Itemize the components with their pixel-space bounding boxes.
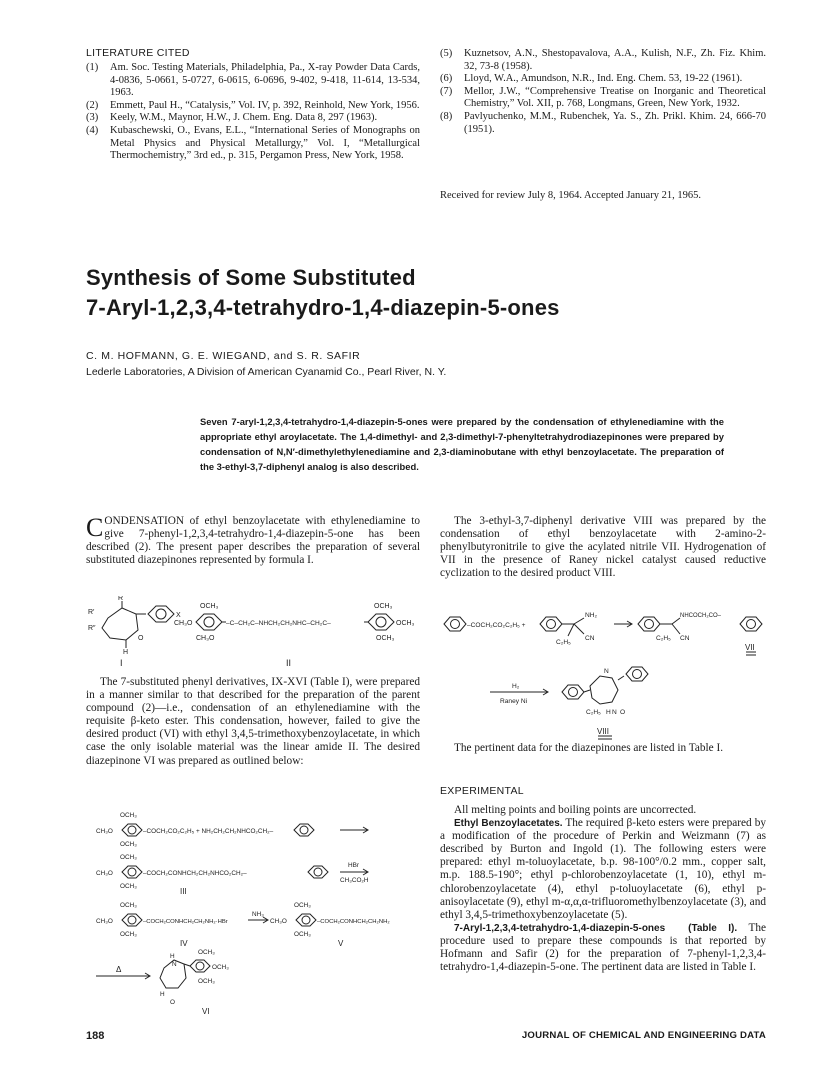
- label-V: V: [338, 939, 344, 948]
- och3-V-top: OCH₃: [294, 902, 311, 909]
- reference-number: (1): [86, 62, 99, 73]
- right-references: [440, 48, 766, 136]
- nh3-reagent: NH₃: [252, 911, 264, 918]
- reference-number: (5): [440, 48, 453, 59]
- delta-symbol: Δ: [116, 965, 122, 974]
- raney-ni-reagent: Raney Ni: [500, 698, 528, 705]
- scheme-row3a-text: –COCH₂CONHCH₂CH₂NH₂·HBr: [143, 919, 228, 925]
- reference-entry: [440, 86, 766, 111]
- formula-I-X: X: [176, 612, 181, 619]
- och3-VI-top: OCH₃: [198, 949, 215, 956]
- c2h5-label: C₂H₅: [556, 639, 571, 646]
- VI-H-bottom: H: [160, 991, 165, 998]
- intro-text: ONDENSATION of ethyl benzoylacetate with ethylenediamine to give 7-phenyl-1,2,3,4-tetrahydro-1,4-diazepin-5-one has been described (2). The present paper describes the preparation of several substituted diazepinones represented by formula I.: [86, 515, 420, 567]
- reference-number: (7): [440, 85, 453, 97]
- formula-I-R-dprime: R″: [88, 625, 96, 632]
- reference-number: (8): [440, 110, 453, 122]
- reference-text: Kubaschewski, O., Evans, E.L., “International Series of Monographs on Metal Physics and Physical Metallurgy,” Vol. I, “Metallurgical Thermochemistry,” 3rd ed., p. 315, Pergamon Press, New York, 1958.: [110, 124, 420, 162]
- diazepinone-ring-VIII: [590, 676, 618, 704]
- formula-II-och3-top-left: OCH₃: [200, 603, 219, 610]
- reference-number: (4): [86, 124, 99, 136]
- formula-I-R: R: [118, 596, 124, 602]
- reference-entry: [440, 48, 766, 73]
- reference-text: Keely, W.M., Maynor, H.W., J. Chem. Eng. Data 8, 297 (1963).: [110, 112, 378, 124]
- ch3o-row1: CH₃O: [96, 828, 113, 835]
- och3-row1-top: OCH₃: [120, 812, 137, 819]
- received-note: Received for review July 8, 1964. Accepted January 21, 1965.: [440, 190, 701, 201]
- VIII-c2h5: C₂H₅: [586, 709, 601, 716]
- experimental-section: [440, 804, 766, 974]
- VIII-O: O: [620, 709, 626, 716]
- och3-row3-bottom: OCH₃: [120, 931, 137, 938]
- VIII-N-top: N: [604, 668, 609, 675]
- scheme-row3b-text: –COCH₂CONHCH₂CH₂NH₂: [317, 919, 390, 925]
- scheme-row1-text: –COCH₂CO₂C₂H₅ + NH₂CH₂CH₂NHCO₂CH₂–: [143, 828, 274, 835]
- diazepinone-ring: [102, 608, 138, 640]
- VII-cn: CN: [680, 635, 690, 642]
- reference-entry: [86, 125, 420, 163]
- och3-row1-bottom: OCH₃: [120, 841, 137, 848]
- formula-I-label: I: [120, 658, 123, 668]
- abstract: Seven 7-aryl-1,2,3,4-tetrahydro-1,4-diazepin-5-ones were prepared by the condensation of ethylenediamine with the appropriate ethyl aroylacetate. The 1,4-dimethyl- and 2,3-dimethyl-7-phenyltetrahydrodiazepinones were prepared by condensation of N,N′-dimethylethylenediamine and 2,3-diaminobutane with ethyl benzoylacetate. The preparation of the 3-ethyl-3,7-diphenyl analog is also described.: [200, 416, 724, 472]
- ch3o-row3: CH₃O: [96, 918, 113, 925]
- article-title-line2: 7-Aryl-1,2,3,4-tetrahydro-1,4-diazepin-5-ones: [86, 295, 560, 320]
- h2-reagent: H₂: [512, 683, 520, 690]
- trimethoxyphenyl-ring-right: [368, 614, 394, 630]
- left-column-para2: The 7-substituted phenyl derivatives, IX-XVI (Table I), were prepared in a manner similar to that described for the preparation of the parent compound (2)—i.e., condensation of an ethylenediamine with the requisite β-keto ester. This condensation, however, failed to give the desired product (VI) with ethyl 3,4,5-trimethoxybenzoylacetate, in which case the only isolable material was the linear amide II. The desired diazepinone VI was prepared as outlined below:: [86, 676, 420, 767]
- exp-aryl-para: 7-Aryl-1,2,3,4-tetrahydro-1,4-diazepin-5-ones (Table I). The procedure used to prepare these compounds is that reported by Hofmann and Safir (2) for the preparation of 7-phenyl-1,2,3,4-tetrahydro-1,4-diazepin-5-one. The pertinent data are listed in Table I.: [440, 921, 767, 974]
- exp-esters-para: Ethyl Benzoylacetates. The required β-keto esters were prepared by a modification of the procedure of Perkin and Weizmann (7) as described by Burton and Ingold (1). The following esters were prepared: ethyl m-toluoylacetate, b.p. 98-100°/0.2 mm., copper salt, m.p. 188.5-190°; ethyl p-chlorobenzoylacetate (1, 10), ethyl m-chlorobenzoylacetate (4), ethyl p-toluoylacetate (6), ethyl p-anisoylacetate (9), ethyl m-α,α,α-trifluoromethylbenzoylacetate (3), and ethyl 3,4,5-trimethoxybenzoylacetate (5).: [440, 817, 766, 921]
- label-IV: IV: [180, 939, 188, 948]
- label-VIII: VIII: [597, 727, 610, 736]
- formula-I-O: O: [138, 635, 144, 642]
- reference-entry: [440, 73, 766, 86]
- left-column-para1: [86, 515, 420, 567]
- literature-cited-heading: LITERATURE CITED: [86, 47, 190, 59]
- scheme-VI-diagram: [86, 808, 420, 1018]
- authors: C. M. HOFMANN, G. E. WIEGAND, and S. R. SAFIR: [86, 350, 361, 362]
- formula-II-och3-bottom-right: OCH₃: [376, 635, 395, 642]
- reactant-ester: –COCH₂CO₂C₂H₅ +: [467, 622, 526, 629]
- och3-row3-top: OCH₃: [120, 902, 137, 909]
- och3-V-bottom: OCH₃: [294, 931, 311, 938]
- hbr-reagent: HBr: [348, 862, 360, 869]
- VI-O: O: [170, 999, 175, 1006]
- drop-cap: C: [86, 513, 104, 542]
- label-VI: VI: [202, 1007, 210, 1016]
- VIII-N: N: [612, 709, 617, 716]
- experimental-heading: EXPERIMENTAL: [440, 785, 524, 797]
- reference-entry: [86, 112, 420, 125]
- reference-text: Emmett, Paul H., “Catalysis,” Vol. IV, p. 392, Reinhold, New York, 1956.: [110, 99, 420, 111]
- article-title-line1: Synthesis of Some Substituted: [86, 265, 416, 290]
- reference-text: Mellor, J.W., “Comprehensive Treatise on Inorganic and Theoretical Chemistry,” Vol. XII, p. 768, Longmans, Green, New York, 1932.: [464, 85, 766, 110]
- reference-text: Am. Soc. Testing Materials, Philadelphia, Pa., X-ray Powder Data Cards, 4-0836, 5-0661, 5-0727, 6-0615, 6-0696, 9-402, 9-418, 11-614, 13-534, 1963.: [110, 62, 420, 99]
- product-VII-chain: NHCOCH₂CO–: [680, 613, 721, 619]
- label-VII: VII: [745, 643, 755, 652]
- exp-para1: All melting points and boiling points are uncorrected.: [454, 804, 697, 816]
- ch3o-row2: CH₃O: [96, 870, 113, 877]
- VI-H: H: [170, 953, 175, 960]
- ch3o-V: CH₃O: [270, 918, 287, 925]
- formula-II-ch3o-left: CH₃O: [174, 620, 193, 627]
- reference-number: (3): [86, 112, 99, 124]
- trimethoxyphenyl-ring-left: [196, 614, 222, 630]
- VIII-H: H: [606, 709, 611, 716]
- VI-N: N: [172, 961, 177, 968]
- phenyl-ring-I: [148, 606, 174, 622]
- left-references: [86, 62, 420, 163]
- right-column-para1: The 3-ethyl-3,7-diphenyl derivative VIII was prepared by the condensation of ethyl benzoylacetate with 2-amino-2-phenylbutyronitrile to give the acylated nitrile VII. Hydrogenation of VII in the presence of Raney nickel catalyst caused reductive cyclization to the desired product VIII.: [440, 515, 766, 580]
- scheme-VIII-diagram: [440, 604, 766, 740]
- nh2-label: NH₂: [585, 612, 598, 619]
- reference-text: Kuznetsov, A.N., Shestopavalova, A.A., Kulish, N.F., Zh. Fiz. Khim. 32, 73-8 (1958).: [464, 48, 766, 72]
- reference-number: (6): [440, 73, 453, 85]
- formula-II-ch3o-bottom-left: CH₃O: [196, 635, 215, 642]
- formula-I-R-prime: R′: [88, 609, 95, 616]
- scheme-row2-text: –COCH₂CONHCH₂CH₂NHCO₂CH₂–: [143, 870, 247, 877]
- reference-text: Lloyd, W.A., Amundson, N.R., Ind. Eng. Chem. 53, 19-22 (1961).: [464, 73, 743, 85]
- formula-I-H: H: [123, 649, 129, 656]
- reference-text: Pavlyuchenko, M.M., Rubenchek, Ya. S., Zh. Prikl. Khim. 24, 666-70 (1951).: [464, 110, 766, 135]
- label-III: III: [180, 887, 187, 896]
- formula-II-och3-top-right: OCH₃: [374, 603, 393, 610]
- reference-entry: [86, 62, 420, 100]
- formula-II-och3-right: OCH₃: [396, 620, 415, 627]
- och3-row2-bottom: OCH₃: [120, 883, 137, 890]
- esters-runin-heading: Ethyl Benzoylacetates.: [454, 818, 563, 830]
- reference-entry: [440, 111, 766, 136]
- right-column-para2: The pertinent data for the diazepinones are listed in Table I.: [454, 742, 724, 754]
- formula-II-chain: –C–CH₂C–NHCH₂CH₂NHC–CH₂C–: [226, 620, 331, 627]
- reference-number: (2): [86, 99, 99, 111]
- aryl-runin-table-ref: (Table I).: [688, 922, 738, 934]
- page-number: 188: [86, 1030, 105, 1042]
- affiliation: Lederle Laboratories, A Division of American Cyanamid Co., Pearl River, N. Y.: [86, 366, 447, 378]
- acetic-acid-reagent: CH₃CO₂H: [340, 877, 369, 884]
- formula-II-label: II: [286, 658, 292, 668]
- och3-VI-bottom: OCH₃: [198, 978, 215, 985]
- VII-c2h5: C₂H₅: [656, 635, 671, 642]
- journal-name: JOURNAL OF CHEMICAL AND ENGINEERING DATA: [521, 1030, 766, 1041]
- cn-label: CN: [585, 635, 595, 642]
- formula-I-and-II-diagram: [86, 596, 420, 672]
- och3-row2-top: OCH₃: [120, 854, 137, 861]
- aryl-runin-heading: 7-Aryl-1,2,3,4-tetrahydro-1,4-diazepin-5-ones: [454, 922, 666, 934]
- reference-entry: [86, 100, 420, 113]
- och3-VI-mid: OCH₃: [212, 964, 229, 971]
